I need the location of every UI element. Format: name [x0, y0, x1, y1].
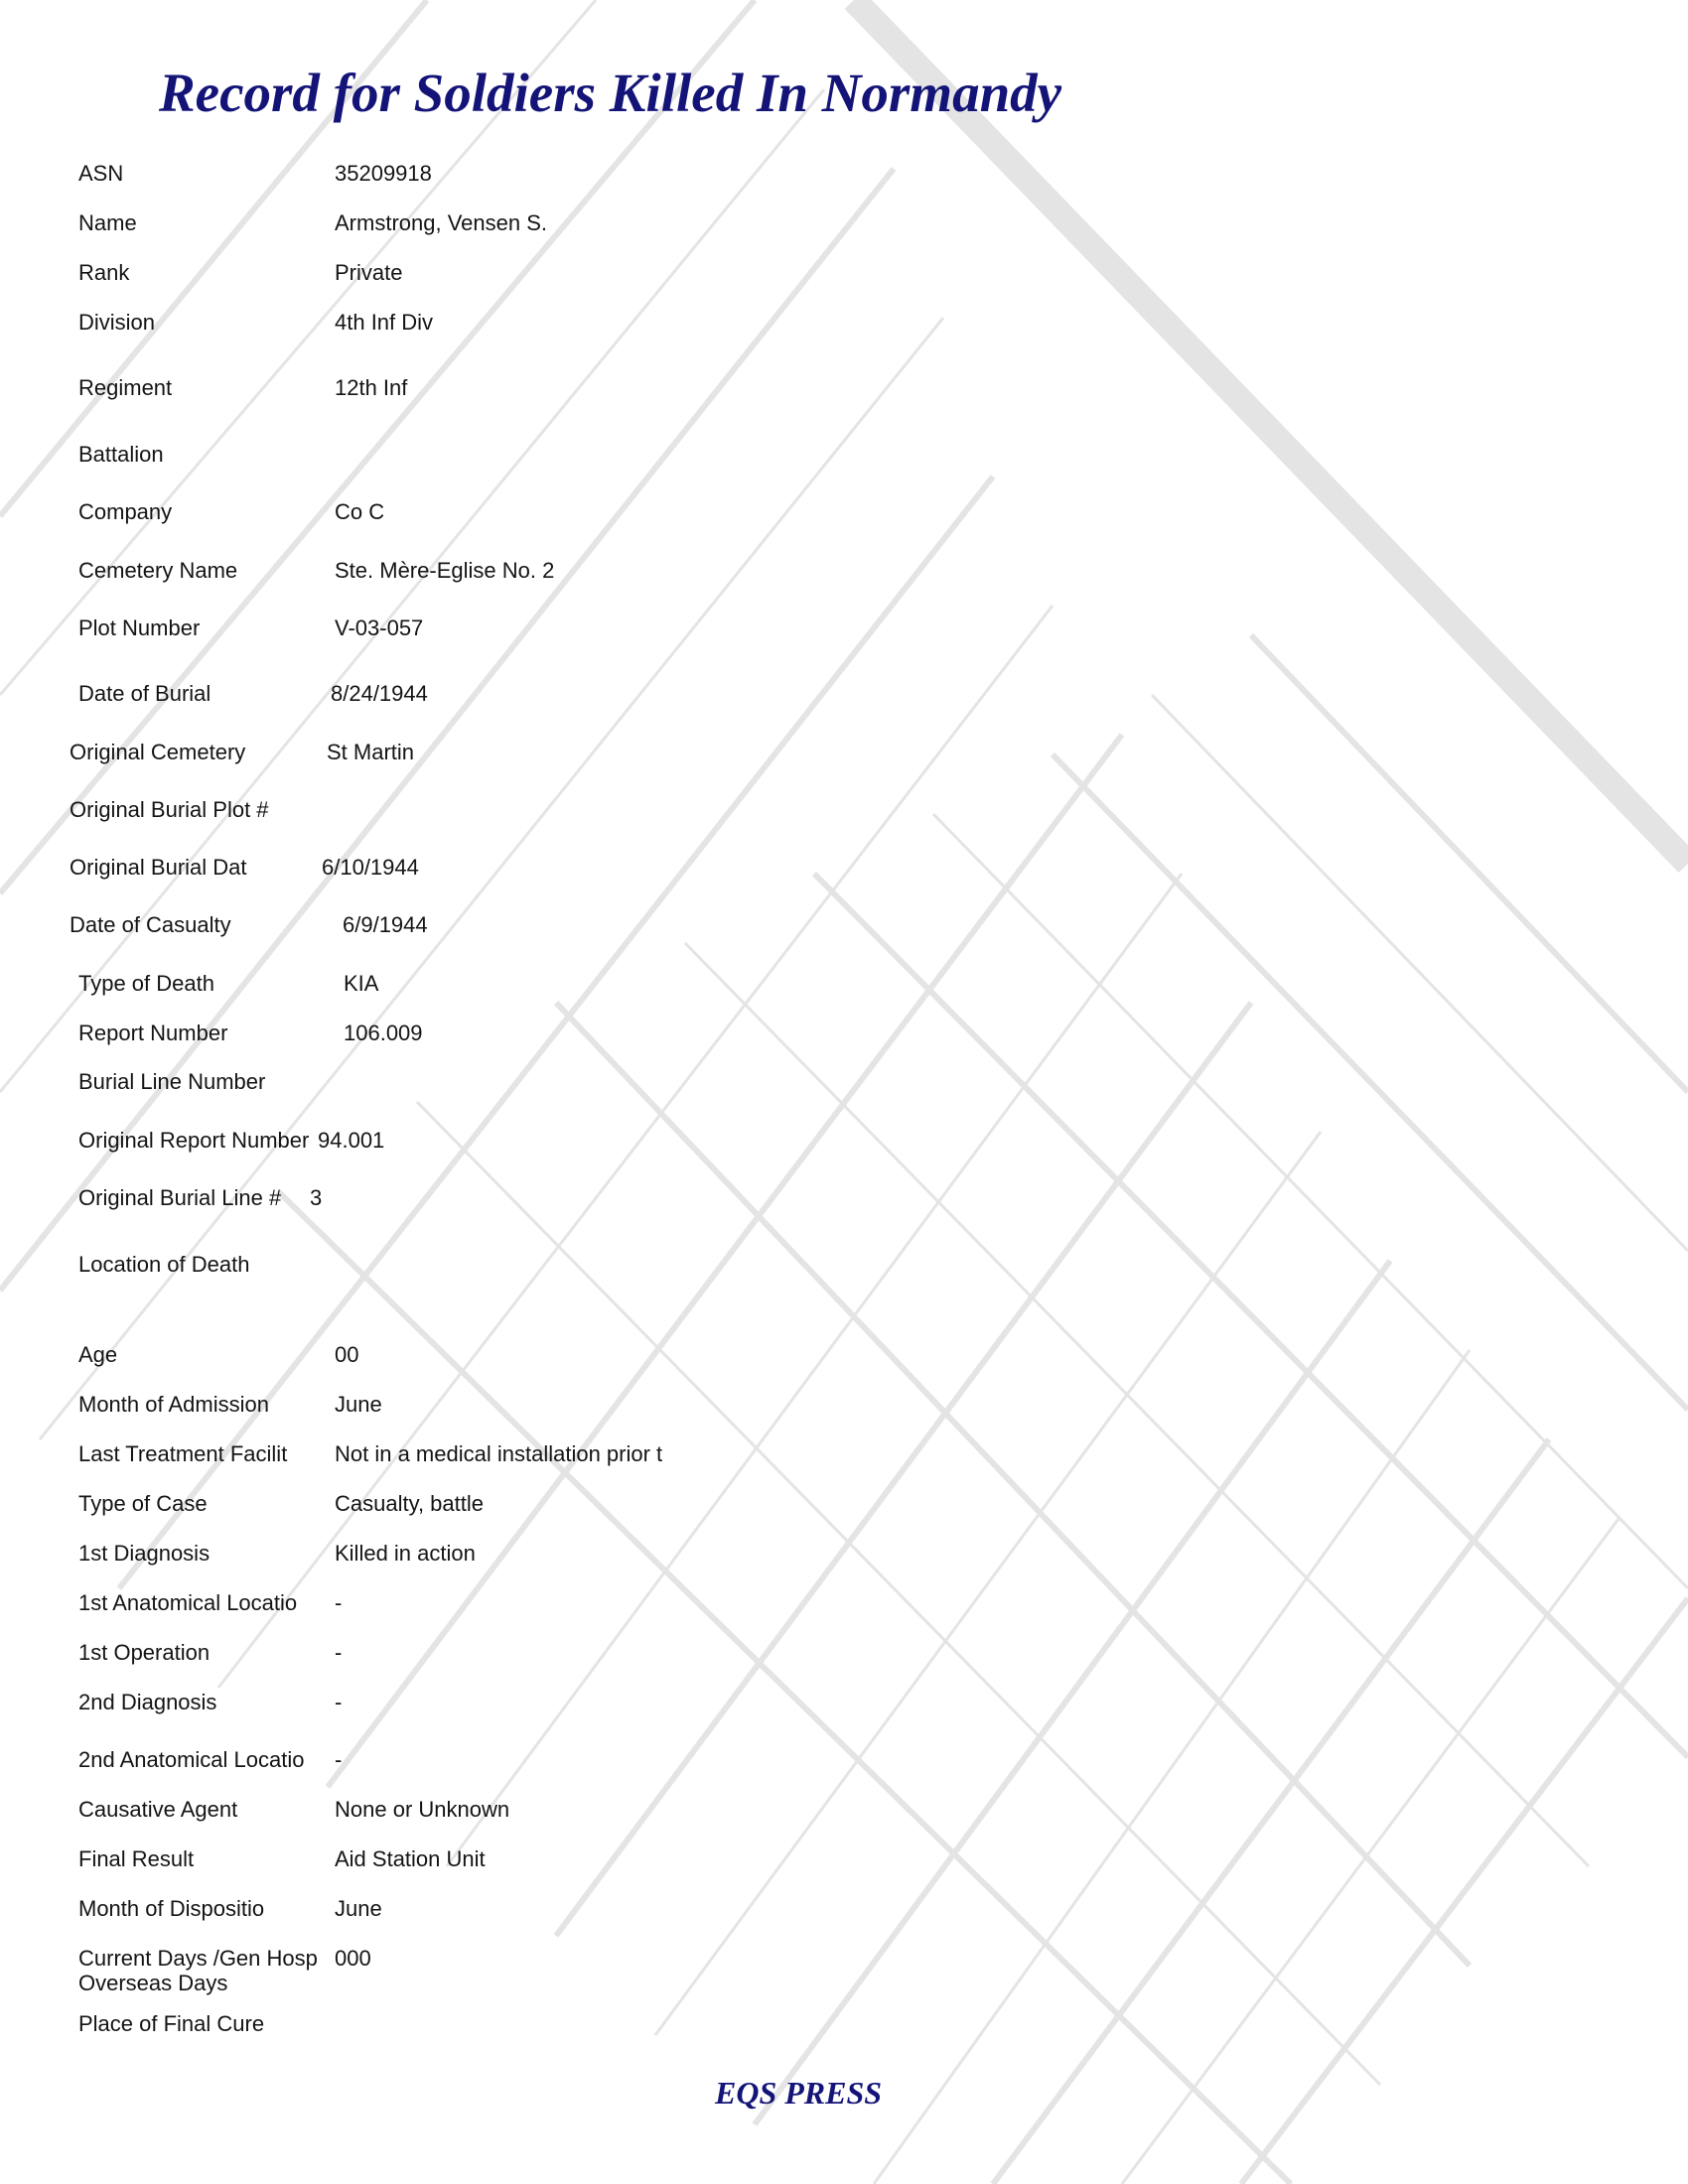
field-label-1st-diagnosis: 1st Diagnosis — [78, 1541, 211, 1566]
field-value-1st-anatomical-location: - — [335, 1590, 343, 1615]
field-value-1st-diagnosis: Killed in action — [335, 1541, 476, 1566]
field-label-1st-operation: 1st Operation — [78, 1640, 211, 1665]
field-label-1st-anatomical-location: 1st Anatomical Locatio — [78, 1590, 298, 1615]
field-label-2nd-anatomical-location: 2nd Anatomical Locatio — [78, 1747, 305, 1772]
field-value-cemetery-name: Ste. Mère-Eglise No. 2 — [335, 558, 555, 583]
field-value-rank: Private — [335, 260, 403, 285]
field-label-battalion: Battalion — [78, 442, 164, 467]
field-label-original-report-number: Original Report Number — [78, 1128, 310, 1153]
field-label-cemetery-name: Cemetery Name — [78, 558, 238, 583]
field-label-2nd-diagnosis: 2nd Diagnosis — [78, 1690, 217, 1714]
field-value-division: 4th Inf Div — [335, 310, 434, 335]
field-value-last-treatment-facility: Not in a medical installation prior t — [335, 1441, 663, 1466]
page-title: Record for Soldiers Killed In Normandy — [159, 63, 1062, 123]
field-label-original-burial-line: Original Burial Line # — [78, 1185, 282, 1210]
field-value-type-of-case: Casualty, battle — [335, 1491, 485, 1516]
field-label-name: Name — [78, 210, 137, 235]
field-value-name: Armstrong, Vensen S. — [335, 210, 547, 235]
field-label-division: Division — [78, 310, 156, 335]
field-value-2nd-diagnosis: - — [335, 1690, 343, 1714]
field-label-overseas-days: Overseas Days — [78, 1971, 228, 1995]
field-label-company: Company — [78, 499, 173, 524]
field-value-plot-number: V-03-057 — [335, 615, 424, 640]
field-label-original-cemetery: Original Cemetery — [70, 740, 246, 764]
field-value-final-result: Aid Station Unit — [335, 1846, 486, 1871]
field-label-location-of-death: Location of Death — [78, 1252, 250, 1277]
field-value-1st-operation: - — [335, 1640, 343, 1665]
field-label-report-number: Report Number — [78, 1021, 228, 1045]
field-value-date-of-casualty: 6/9/1944 — [343, 912, 428, 937]
field-label-burial-line-number: Burial Line Number — [78, 1069, 266, 1094]
field-value-original-report-number: 94.001 — [318, 1128, 385, 1153]
field-value-type-of-death: KIA — [344, 971, 379, 996]
field-value-original-burial-date: 6/10/1944 — [322, 855, 419, 880]
field-value-company: Co C — [335, 499, 385, 524]
field-value-causative-agent: None or Unknown — [335, 1797, 510, 1822]
field-label-final-result: Final Result — [78, 1846, 195, 1871]
field-value-age: 00 — [335, 1342, 359, 1367]
field-label-type-of-case: Type of Case — [78, 1491, 208, 1516]
field-label-month-of-admission: Month of Admission — [78, 1392, 269, 1417]
field-label-original-burial-date: Original Burial Dat — [70, 855, 247, 880]
field-label-place-of-final-cure: Place of Final Cure — [78, 2011, 265, 2036]
field-label-age: Age — [78, 1342, 118, 1367]
field-label-date-of-burial: Date of Burial — [78, 681, 211, 706]
publisher-footer: EQS PRESS — [715, 2075, 883, 2111]
field-value-date-of-burial: 8/24/1944 — [331, 681, 428, 706]
field-value-2nd-anatomical-location: - — [335, 1747, 343, 1772]
field-value-current-days-gen-hosp: 000 — [335, 1946, 371, 1971]
field-label-month-of-disposition: Month of Dispositio — [78, 1896, 265, 1921]
field-value-month-of-disposition: June — [335, 1896, 382, 1921]
field-label-asn: ASN — [78, 161, 124, 186]
field-label-regiment: Regiment — [78, 375, 173, 400]
field-value-month-of-admission: June — [335, 1392, 382, 1417]
field-label-type-of-death: Type of Death — [78, 971, 214, 996]
field-value-asn: 35209918 — [335, 161, 432, 186]
field-label-rank: Rank — [78, 260, 130, 285]
field-value-report-number: 106.009 — [344, 1021, 423, 1045]
field-label-plot-number: Plot Number — [78, 615, 201, 640]
field-label-last-treatment-facility: Last Treatment Facilit — [78, 1441, 288, 1466]
field-label-date-of-casualty: Date of Casualty — [70, 912, 231, 937]
field-value-original-burial-line: 3 — [310, 1185, 323, 1210]
field-value-original-cemetery: St Martin — [327, 740, 415, 764]
field-label-causative-agent: Causative Agent — [78, 1797, 238, 1822]
field-label-current-days-gen-hosp: Current Days /Gen Hosp — [78, 1946, 318, 1971]
field-label-original-burial-plot: Original Burial Plot # — [70, 797, 269, 822]
field-value-regiment: 12th Inf — [335, 375, 408, 400]
